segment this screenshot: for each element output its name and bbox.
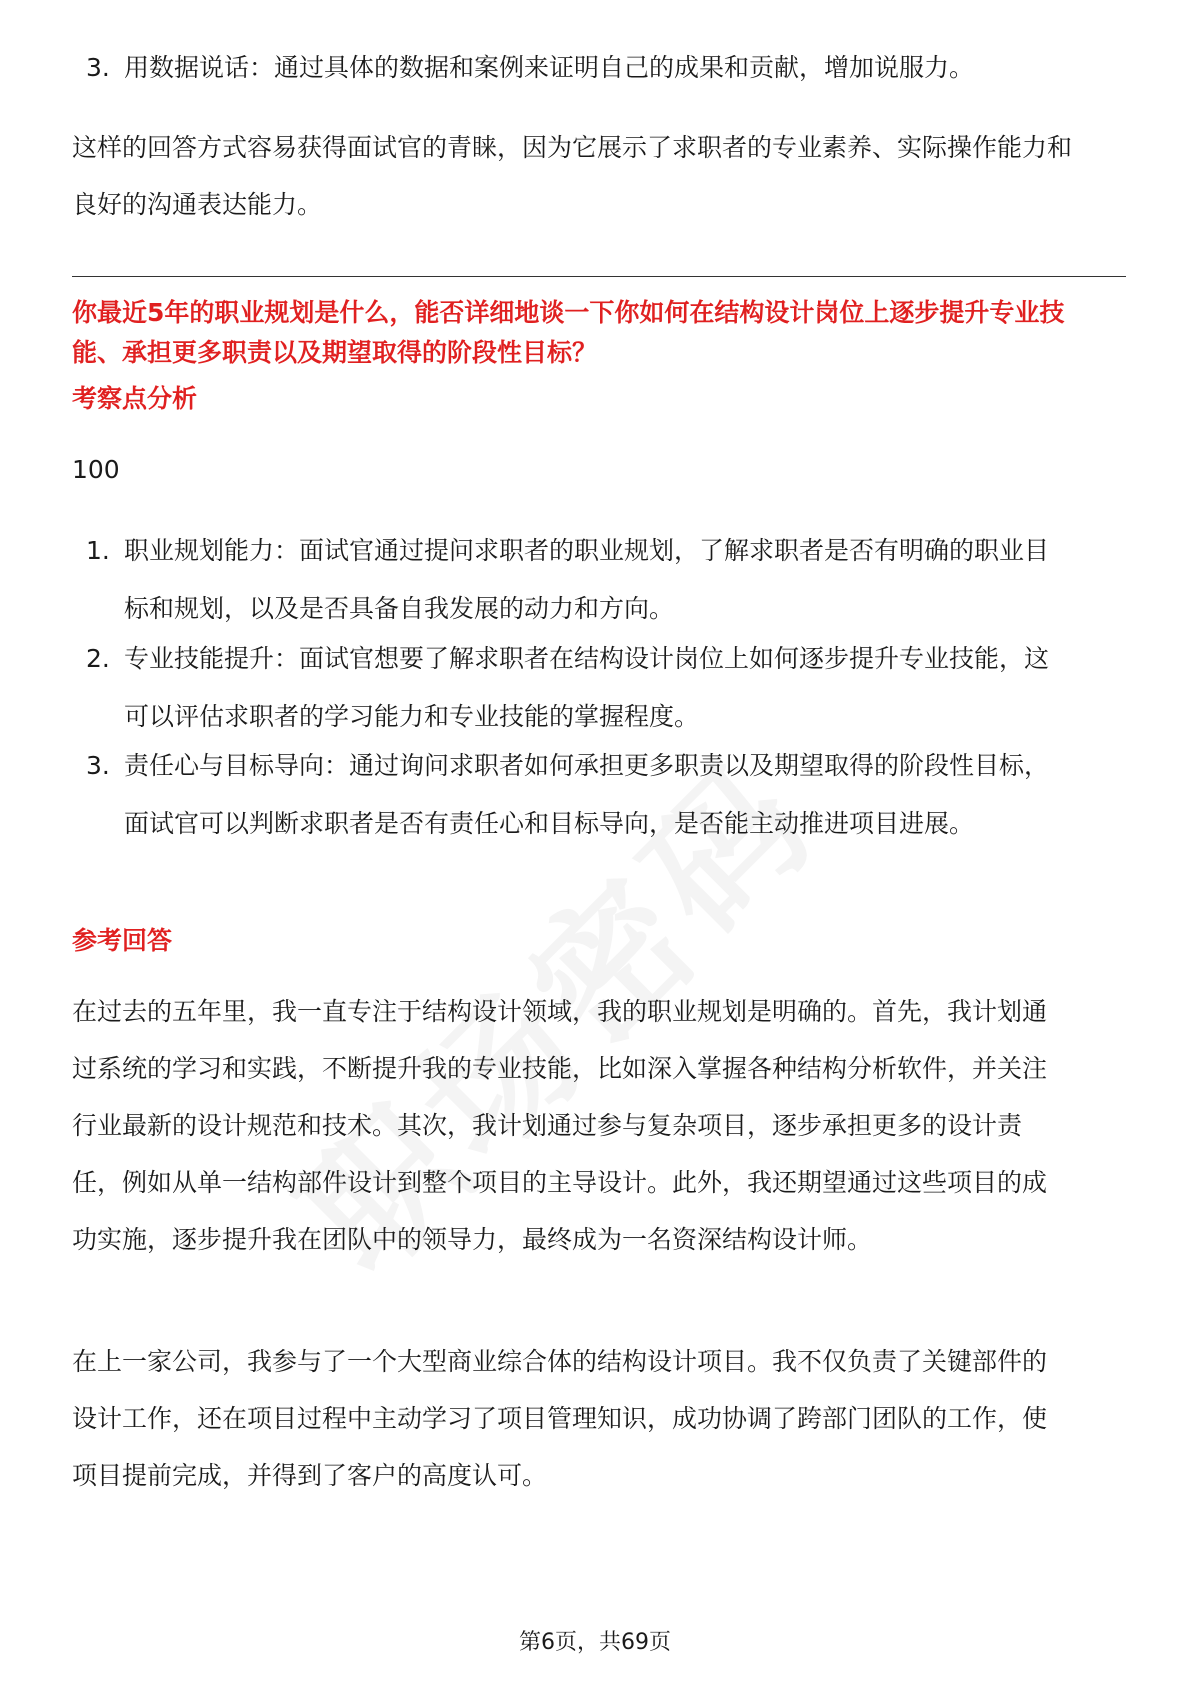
analysis-heading: 考察点分析 [72, 384, 198, 413]
question-title: 你最近5年的职业规划是什么，能否详细地谈一下你如何在结构设计岗位上逐步提升专业技能、承担更多职责以及期望取得的阶段性目标？ [72, 298, 1065, 367]
list-text: 职业规划能力：面试官通过提问求职者的职业规划，了解求职者是否有明确的职业目标和规划，以及是否具备自我发展的动力和方向。 [124, 536, 1050, 623]
list-number: 3. [86, 751, 110, 780]
list-number: 1. [86, 536, 110, 565]
answer-heading: 参考回答 [72, 926, 173, 955]
page-footer: 第6页，共69页 [519, 1630, 671, 1655]
list-text: 用数据说话：通过具体的数据和案例来证明自己的成果和贡献，增加说服力。 [124, 53, 975, 82]
summary-paragraph: 这样的回答方式容易获得面试官的青睐，因为它展示了求职者的专业素养、实际操作能力和良好的沟通表达能力。 [72, 133, 1073, 219]
list-number: 2. [86, 644, 110, 673]
list-number: 3. [86, 53, 110, 82]
answer-paragraph: 在上一家公司，我参与了一个大型商业综合体的结构设计项目。我不仅负责了关键部件的设计工作，还在项目过程中主动学习了项目管理知识，成功协调了跨部门团队的工作，使项目提前完成，并得到了客户的高度认可。 [72, 1347, 1048, 1490]
section-divider [72, 276, 1126, 277]
score-value: 100 [72, 455, 120, 484]
list-text: 责任心与目标导向：通过询问求职者如何承担更多职责以及期望取得的阶段性目标，面试官可以判断求职者是否有责任心和目标导向，是否能主动推进项目进展。 [124, 751, 1050, 838]
list-text: 专业技能提升：面试官想要了解求职者在结构设计岗位上如何逐步提升专业技能，这可以评估求职者的学习能力和专业技能的掌握程度。 [124, 644, 1050, 731]
answer-paragraph: 在过去的五年里，我一直专注于结构设计领域，我的职业规划是明确的。首先，我计划通过系统的学习和实践，不断提升我的专业技能，比如深入掌握各种结构分析软件，并关注行业最新的设计规范和技术。其次，我计划通过参与复杂项目，逐步承担更多的设计责任，例如从单一结构部件设计到整个项目的主导设计。此外，我还期望通过这些项目的成功实施，逐步提升我在团队中的领导力，最终成为一名资深结构设计师。 [72, 997, 1048, 1254]
